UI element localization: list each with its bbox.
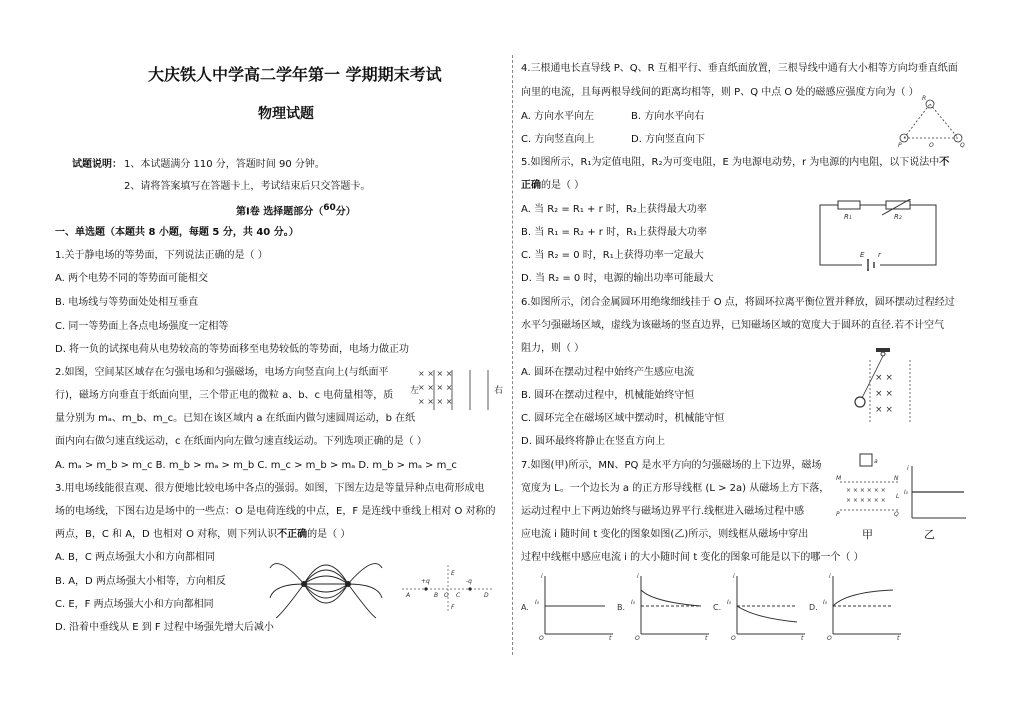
q5-option-a: A. 当 R₂ = R₁ + r 时，R₂上获得最大功率 (521, 204, 707, 215)
q3-option-c: C. E，F 两点场强大小和方向都相同 (55, 599, 214, 610)
part-label-end: 分） (335, 206, 356, 218)
svg-text:× ×: × × (875, 373, 893, 383)
q7-opt-b-label: B. (617, 603, 626, 612)
q5-line-2-text: 的是（ ） (541, 180, 585, 191)
svg-text:× × × × × ×: × × × × × × (846, 497, 886, 504)
svg-text:O: O (635, 635, 640, 642)
q5-label-r2: R₂ (894, 213, 902, 221)
q3-point-b: B (434, 592, 439, 599)
q5-line-1 (521, 156, 949, 169)
q5-line-2-bold: 正确 (521, 180, 541, 191)
q3-charge-pos: +q (421, 578, 430, 585)
q3-points-figure (398, 563, 498, 615)
part-heading (236, 202, 356, 218)
q5-line-1-text: 5.如图所示，R₁为定值电阻，R₂为可变电阻，E 为电源电动势，r 为电源的内电阻，以下说法中 (521, 157, 940, 168)
q3-point-e: E (451, 570, 455, 577)
q3-option-d: D. 沿着中垂线从 E 到 F 过程中场强先增大后减小 (55, 622, 274, 633)
q7-label-p: P (836, 511, 840, 518)
q5-circuit-figure (816, 199, 940, 271)
q2-line-2: 行)，磁场方向垂直于纸面向里，三个带正电的微粒 a、b、c 电荷量相等，质 (55, 390, 394, 401)
q7-opt-c-label: C. (713, 603, 722, 612)
q3-point-o: O (444, 592, 449, 599)
instructions-line-1: 1、本试题满分 110 分，答题时间 90 分钟。 (124, 159, 325, 170)
q3-option-a: A. B，C 两点场强大小和方向都相同 (55, 552, 216, 563)
svg-text:O: O (731, 635, 736, 642)
q5-option-c: C. 当 R₂ = 0 时，R₁上获得功率一定最大 (521, 250, 704, 261)
part-score: 60 (323, 203, 336, 213)
instructions-line-2: 2、请将答案填写在答题卡上，考试结束后只交答题卡。 (124, 181, 371, 192)
svg-text:I₀: I₀ (823, 599, 828, 606)
svg-text:O: O (539, 635, 544, 642)
svg-text:× × × ×: × × × × (418, 369, 453, 378)
q7-line-2: 宽度为 L。一个边长为 a 的正方形导线框 (L > 2a) 从磁场上方下落， (521, 483, 830, 494)
q6-line-2: 水平匀强磁场区域，虚线为该磁场的竖直边界，已知磁场区域的宽度大于圆环的直径.若不计空气 (521, 320, 945, 331)
svg-text:× × × × × ×: × × × × × × (846, 487, 886, 494)
q1-option-b: B. 电场线与等势面处处相互垂直 (55, 297, 199, 308)
q5-line-2 (521, 179, 584, 192)
q2-right-label: 右 (494, 386, 504, 396)
q5-label-r1: R₁ (844, 213, 852, 221)
q3-line-1: 3.用电场线能很直观、很方便地比较电场中各点的强弱。如图，下图左边是等量异种点电荷形成电 (55, 483, 485, 494)
q3-charge-neg: -q (466, 578, 472, 585)
q3-point-f: F (451, 604, 455, 611)
q7-yi-i0: I₀ (904, 489, 909, 496)
q2-left-label: 左 (410, 386, 420, 396)
svg-text:t: t (609, 635, 612, 642)
q3-field-lines-figure (268, 548, 384, 620)
q7-option-graphs (521, 572, 917, 642)
q6-option-b: B. 圆环在摆动过程中，机械能始终守恒 (521, 390, 695, 401)
q4-option-a: A. 方向水平向左 (521, 111, 595, 122)
svg-text:× ×: × × (875, 405, 893, 415)
q7-label-a: a (874, 458, 878, 465)
svg-text:I₀: I₀ (631, 599, 636, 606)
q7-label-q: Q (894, 511, 899, 518)
q7-yi-axis-i: i (907, 465, 909, 472)
q3-point-d: D (484, 592, 489, 599)
q7-label-l: L (896, 493, 900, 500)
q5-option-d: D. 当 R₂ = 0 时，电源的输出功率可能最大 (521, 273, 714, 284)
q6-option-d: D. 圆环最终将静止在竖直方向上 (521, 436, 666, 447)
subject-title: 物理试题 (258, 106, 314, 122)
q5-label-e: E (860, 251, 865, 259)
q7-line-4: 应电流 i 随时间 t 变化的图象如图(乙)所示，则线框从磁场中穿出 (521, 529, 809, 540)
svg-text:× ×: × × (875, 389, 893, 399)
q7-label-n: N (894, 475, 899, 482)
q7-line-5: 过程中线框中感应电流 i 的大小随时间 t 变化的图象可能是以下的哪一个（ ） (521, 552, 864, 563)
q5-option-b: B. 当 R₁ = R₂ + r 时，R₁上获得最大功率 (521, 227, 708, 238)
q3-line-3-bold: 不正确 (277, 529, 308, 540)
q7-line-3: 运动过程中上下两边始终与磁场边界平行.线框进入磁场过程中感 (521, 506, 805, 517)
q4-line-1: 4.三根通电长直导线 P、Q、R 互相平行、垂直纸面放置，三根导线中通有大小相等方向均垂直纸面 (521, 63, 958, 74)
svg-text:t: t (801, 635, 804, 642)
q7-figure-yi (904, 462, 968, 524)
svg-text:i: i (733, 573, 735, 580)
svg-text:O: O (827, 635, 832, 642)
column-divider (512, 55, 513, 655)
svg-text:i: i (541, 573, 543, 580)
q5-label-r: r (878, 251, 881, 259)
svg-text:i: i (829, 573, 831, 580)
q3-point-c: C (456, 592, 461, 599)
q7-figure-jia-caption: 甲 (862, 528, 873, 541)
q6-option-c: C. 圆环完全在磁场区域中摆动时，机械能守恒 (521, 413, 725, 424)
q7-figure-yi-caption: 乙 (924, 528, 935, 541)
q1-stem: 1.关于静电场的等势面，下列说法正确的是（ ） (55, 250, 268, 261)
q2-line-1: 2.如图，空间某区域存在匀强电场和匀强磁场，电场方向竖直向上(与纸面平 (55, 367, 389, 378)
q6-pendulum-figure (848, 346, 918, 426)
exam-title: 大庆铁人中学高二学年第一 学期期末考试 (148, 65, 442, 84)
q4-label-p: P (898, 142, 902, 148)
part-label: 第Ⅰ卷 选择题部分（ (236, 206, 324, 218)
q7-label-m: M (836, 475, 842, 482)
q6-option-a: A. 圆环在摆动过程中始终产生感应电流 (521, 367, 695, 378)
q3-option-b: B. A，D 两点场强大小相等，方向相反 (55, 576, 226, 587)
q3-line-3 (55, 528, 350, 541)
q6-line-1: 6.如图所示，闭合金属圆环用绝缘细线挂于 O 点，将圆环拉离平衡位置并释放，圆环摆动过程经过 (521, 297, 955, 308)
q5-line-1-bold: 不 (939, 157, 950, 168)
q7-line-1: 7.如图(甲)所示，MN、PQ 是水平方向的匀强磁场的上下边界，磁场 (521, 460, 822, 471)
q3-line-3-text: 两点，B，C 和 A，D 也相对 O 对称，则下列认识 (55, 529, 278, 540)
q4-label-o: O (929, 142, 934, 148)
q4-option-d: D. 方向竖直向下 (631, 134, 706, 145)
q2-options: A. mₐ > m_b > m_c B. m_b > mₐ > m_b C. m_c > m_b > mₐ D. m_b > mₐ > m_c (55, 460, 457, 471)
q3-line-3-end: 的是（ ） (307, 529, 351, 540)
q3-point-a: A (406, 592, 411, 599)
q4-line-2: 向里的电流，且每两根导线间的距离均相等，则 P、Q 中点 O 处的磁感应强度方向为（ ） (521, 87, 919, 98)
q7-figure-jia (836, 452, 902, 518)
svg-text:t: t (705, 635, 708, 642)
svg-text:I₀: I₀ (535, 599, 540, 606)
q1-option-a: A. 两个电势不同的等势面可能相交 (55, 273, 209, 284)
q2-line-3: 量分别为 mₐ、m_b、m_c。已知在该区域内 a 在纸面内做匀速圆周运动，b 在纸 (55, 413, 416, 424)
q7-opt-a-label: A. (521, 603, 529, 612)
q2-line-4: 面内向右做匀速直线运动，c 在纸面内向左做匀速直线运动。下列选项正确的是（ ） (55, 436, 427, 447)
svg-text:× × × ×: × × × × (418, 383, 453, 392)
section1-heading: 一、单选题（本题共 8 小题，每题 5 分，共 40 分。） (55, 227, 299, 238)
svg-text:t: t (897, 635, 900, 642)
q1-option-d: D. 将一负的试探电荷从电势较高的等势面移至电势较低的等势面，电场力做正功 (55, 344, 410, 355)
q4-label-r: R (922, 95, 927, 102)
svg-text:i: i (637, 573, 639, 580)
q4-label-q: Q (960, 142, 965, 148)
q7-opt-d-label: D. (809, 603, 818, 612)
q6-line-3: 阻力，则（ ） (521, 343, 585, 354)
svg-text:× × × ×: × × × × (418, 397, 453, 406)
q3-line-2: 场的电场线，下图右边是场中的一些点：O 是电荷连线的中点，E，F 是连线中垂线上相对 O 对称的 (55, 506, 496, 517)
q4-option-b: B. 方向水平向右 (631, 111, 705, 122)
svg-text:I₀: I₀ (727, 599, 732, 606)
q1-option-c: C. 同一等势面上各点电场强度一定相等 (55, 321, 229, 332)
q4-option-c: C. 方向竖直向上 (521, 134, 595, 145)
q4-triangle-figure (896, 94, 968, 148)
instructions-label: 试题说明： (72, 159, 122, 170)
